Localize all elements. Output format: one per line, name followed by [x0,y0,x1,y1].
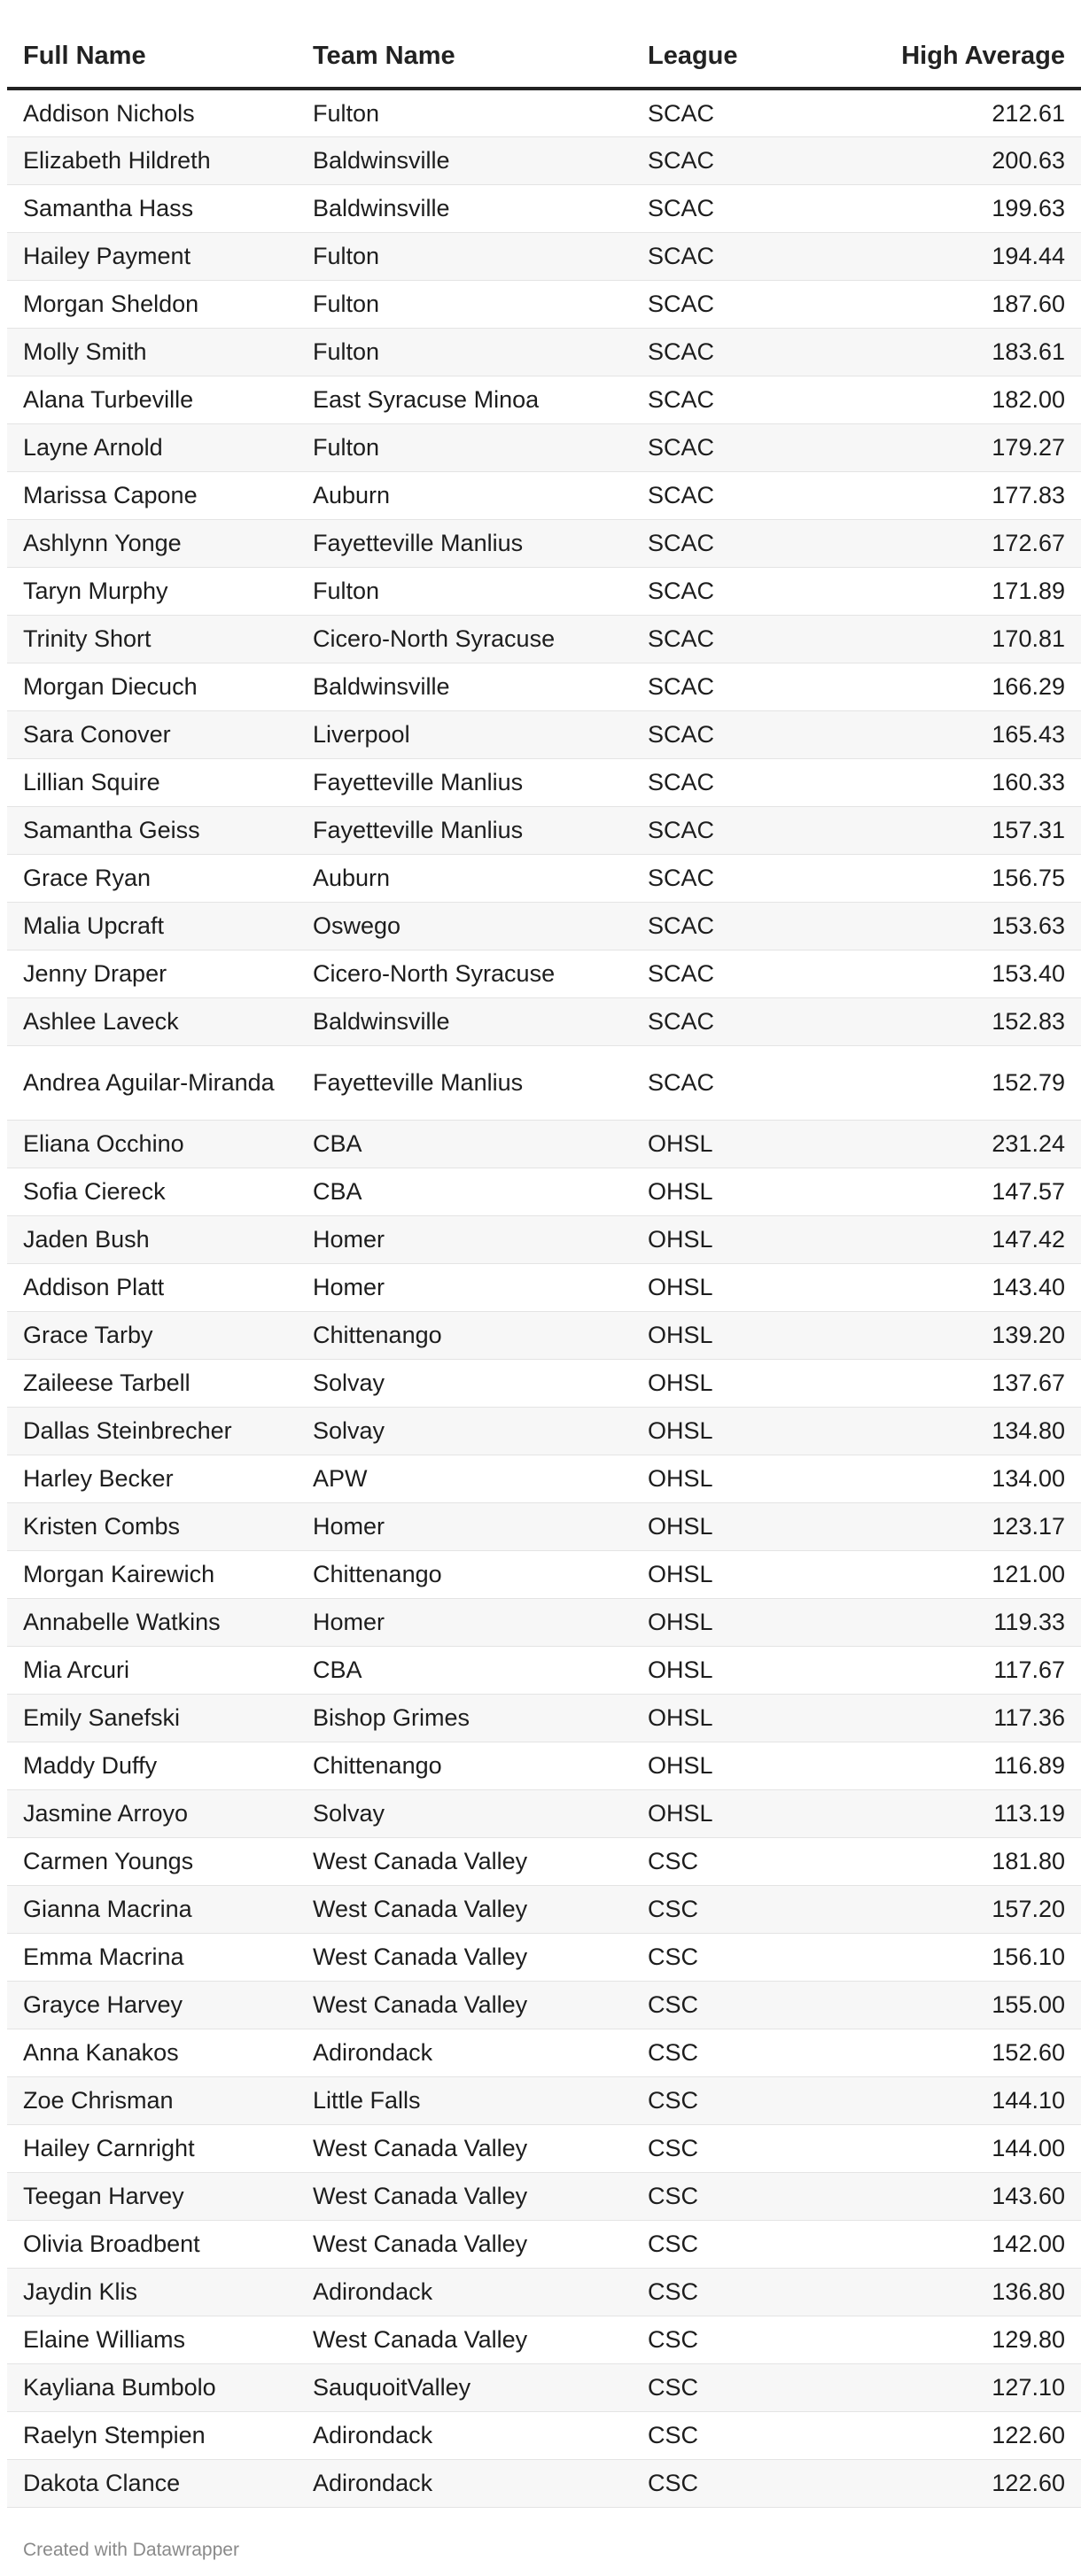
cell-team-name: Fayetteville Manlius [297,519,632,567]
cell-full-name: Zaileese Tarbell [7,1359,297,1407]
cell-high-average: 117.67 [836,1646,1081,1694]
table-header [7,0,1081,89]
cell-team-name: West Canada Valley [297,2172,632,2220]
cell-league: SCAC [632,950,836,997]
table-row [7,1933,1081,1981]
cell-high-average: 152.83 [836,997,1081,1045]
cell-team-name: Fulton [297,567,632,615]
cell-full-name: Marissa Capone [7,471,297,519]
cell-high-average: 143.40 [836,1263,1081,1311]
cell-league: SCAC [632,854,836,902]
table-row [7,471,1081,519]
cell-league: OHSL [632,1789,836,1837]
datawrapper-credit[interactable]: Created with Datawrapper [23,2539,239,2560]
cell-team-name: Cicero-North Syracuse [297,950,632,997]
cell-high-average: 153.63 [836,902,1081,950]
table-row [7,663,1081,710]
table-row [7,184,1081,232]
table-row [7,1981,1081,2029]
cell-high-average: 122.60 [836,2459,1081,2507]
cell-team-name: West Canada Valley [297,2220,632,2268]
table-row [7,1694,1081,1742]
cell-league: OHSL [632,1311,836,1359]
cell-league: OHSL [632,1263,836,1311]
cell-high-average: 152.60 [836,2029,1081,2076]
cell-high-average: 134.80 [836,1407,1081,1455]
cell-full-name: Dakota Clance [7,2459,297,2507]
cell-full-name: Elizabeth Hildreth [7,136,297,184]
cell-team-name: Baldwinsville [297,663,632,710]
cell-team-name: Homer [297,1215,632,1263]
table-row [7,1550,1081,1598]
cell-team-name: Fulton [297,89,632,136]
cell-league: OHSL [632,1742,836,1789]
table-row [7,2172,1081,2220]
cell-league: CSC [632,2268,836,2316]
cell-league: SCAC [632,232,836,280]
cell-team-name: Chittenango [297,1311,632,1359]
table-row [7,710,1081,758]
cell-league: SCAC [632,471,836,519]
cell-league: CSC [632,2172,836,2220]
cell-league: OHSL [632,1359,836,1407]
cell-league: SCAC [632,328,836,376]
cell-high-average: 200.63 [836,136,1081,184]
table-row [7,1215,1081,1263]
table-row [7,1742,1081,1789]
cell-full-name: Morgan Sheldon [7,280,297,328]
cell-full-name: Addison Nichols [7,89,297,136]
cell-team-name: Little Falls [297,2076,632,2124]
cell-full-name: Harley Becker [7,1455,297,1502]
cell-full-name: Taryn Murphy [7,567,297,615]
cell-full-name: Alana Turbeville [7,376,297,423]
cell-league: CSC [632,1885,836,1933]
cell-full-name: Dallas Steinbrecher [7,1407,297,1455]
table-row [7,2411,1081,2459]
cell-high-average: 160.33 [836,758,1081,806]
cell-league: SCAC [632,663,836,710]
cell-high-average: 199.63 [836,184,1081,232]
table-row [7,232,1081,280]
cell-league: SCAC [632,758,836,806]
cell-team-name: Cicero-North Syracuse [297,615,632,663]
table-row [7,950,1081,997]
cell-full-name: Eliana Occhino [7,1120,297,1168]
cell-league: CSC [632,2363,836,2411]
cell-team-name: Adirondack [297,2029,632,2076]
cell-high-average: 181.80 [836,1837,1081,1885]
cell-high-average: 136.80 [836,2268,1081,2316]
cell-team-name: Baldwinsville [297,997,632,1045]
cell-high-average: 139.20 [836,1311,1081,1359]
cell-league: SCAC [632,567,836,615]
cell-team-name: Solvay [297,1407,632,1455]
table-row [7,280,1081,328]
cell-high-average: 170.81 [836,615,1081,663]
column-header-league[interactable]: League [632,0,836,89]
table-row [7,806,1081,854]
cell-league: OHSL [632,1407,836,1455]
cell-full-name: Zoe Chrisman [7,2076,297,2124]
cell-full-name: Andrea Aguilar-Miranda [7,1045,297,1120]
cell-team-name: Oswego [297,902,632,950]
table-row [7,2363,1081,2411]
cell-league: OHSL [632,1550,836,1598]
table-row [7,2220,1081,2268]
cell-team-name: Solvay [297,1359,632,1407]
cell-high-average: 165.43 [836,710,1081,758]
cell-full-name: Kayliana Bumbolo [7,2363,297,2411]
cell-team-name: Auburn [297,854,632,902]
table-row [7,519,1081,567]
cell-full-name: Jaydin Klis [7,2268,297,2316]
column-header-full-name[interactable]: Full Name [7,0,297,89]
cell-team-name: West Canada Valley [297,1981,632,2029]
cell-team-name: Adirondack [297,2411,632,2459]
cell-full-name: Gianna Macrina [7,1885,297,1933]
cell-full-name: Grayce Harvey [7,1981,297,2029]
cell-full-name: Samantha Hass [7,184,297,232]
cell-full-name: Ashlee Laveck [7,997,297,1045]
cell-high-average: 153.40 [836,950,1081,997]
cell-team-name: Liverpool [297,710,632,758]
cell-league: SCAC [632,997,836,1045]
table-row [7,2124,1081,2172]
cell-high-average: 194.44 [836,232,1081,280]
cell-league: SCAC [632,376,836,423]
cell-league: SCAC [632,902,836,950]
datawrapper-table-container [7,0,1081,2561]
cell-team-name: Auburn [297,471,632,519]
cell-league: OHSL [632,1215,836,1263]
cell-league: CSC [632,2220,836,2268]
cell-full-name: Sara Conover [7,710,297,758]
cell-high-average: 157.20 [836,1885,1081,1933]
table-row [7,89,1081,136]
table-row [7,758,1081,806]
cell-team-name: Fulton [297,280,632,328]
cell-team-name: West Canada Valley [297,1933,632,1981]
cell-team-name: Chittenango [297,1550,632,1598]
table-row [7,376,1081,423]
cell-team-name: Fayetteville Manlius [297,1045,632,1120]
cell-high-average: 177.83 [836,471,1081,519]
cell-team-name: Fayetteville Manlius [297,758,632,806]
cell-high-average: 144.00 [836,2124,1081,2172]
cell-high-average: 121.00 [836,1550,1081,1598]
cell-high-average: 134.00 [836,1455,1081,1502]
table-row [7,1789,1081,1837]
cell-high-average: 156.75 [836,854,1081,902]
cell-full-name: Malia Upcraft [7,902,297,950]
cell-league: SCAC [632,710,836,758]
table-row [7,854,1081,902]
cell-high-average: 122.60 [836,2411,1081,2459]
cell-league: OHSL [632,1502,836,1550]
cell-team-name: West Canada Valley [297,1837,632,1885]
cell-high-average: 119.33 [836,1598,1081,1646]
cell-high-average: 143.60 [836,2172,1081,2220]
cell-high-average: 183.61 [836,328,1081,376]
cell-high-average: 166.29 [836,663,1081,710]
cell-team-name: Adirondack [297,2268,632,2316]
cell-full-name: Olivia Broadbent [7,2220,297,2268]
table-row [7,1455,1081,1502]
cell-full-name: Hailey Payment [7,232,297,280]
cell-team-name: Chittenango [297,1742,632,1789]
cell-full-name: Molly Smith [7,328,297,376]
cell-team-name: Solvay [297,1789,632,1837]
cell-team-name: Homer [297,1263,632,1311]
cell-league: CSC [632,2124,836,2172]
cell-high-average: 137.67 [836,1359,1081,1407]
table-row [7,1120,1081,1168]
cell-full-name: Annabelle Watkins [7,1598,297,1646]
cell-league: CSC [632,1837,836,1885]
table-row [7,1168,1081,1215]
cell-team-name: West Canada Valley [297,2124,632,2172]
cell-high-average: 147.57 [836,1168,1081,1215]
table-row [7,567,1081,615]
table-row [7,1045,1081,1120]
table-row [7,1837,1081,1885]
table-row [7,997,1081,1045]
cell-league: OHSL [632,1598,836,1646]
cell-high-average: 156.10 [836,1933,1081,1981]
cell-high-average: 147.42 [836,1215,1081,1263]
cell-league: SCAC [632,280,836,328]
cell-full-name: Grace Ryan [7,854,297,902]
cell-team-name: Fulton [297,423,632,471]
cell-league: CSC [632,2076,836,2124]
cell-team-name: CBA [297,1120,632,1168]
cell-high-average: 123.17 [836,1502,1081,1550]
cell-high-average: 212.61 [836,89,1081,136]
cell-high-average: 182.00 [836,376,1081,423]
cell-high-average: 152.79 [836,1045,1081,1120]
cell-full-name: Samantha Geiss [7,806,297,854]
cell-league: CSC [632,2316,836,2363]
cell-league: SCAC [632,806,836,854]
cell-high-average: 171.89 [836,567,1081,615]
bowling-averages-table [7,0,1081,2508]
cell-team-name: Baldwinsville [297,136,632,184]
cell-high-average: 116.89 [836,1742,1081,1789]
cell-league: CSC [632,1981,836,2029]
table-row [7,2076,1081,2124]
cell-high-average: 117.36 [836,1694,1081,1742]
cell-team-name: Fayetteville Manlius [297,806,632,854]
table-row [7,902,1081,950]
cell-full-name: Anna Kanakos [7,2029,297,2076]
cell-high-average: 127.10 [836,2363,1081,2411]
header-row [7,0,1081,89]
cell-full-name: Emily Sanefski [7,1694,297,1742]
cell-full-name: Elaine Williams [7,2316,297,2363]
table-row [7,1646,1081,1694]
cell-high-average: 157.31 [836,806,1081,854]
column-header-high-average[interactable]: High Average [836,0,1081,89]
cell-team-name: CBA [297,1168,632,1215]
cell-league: OHSL [632,1694,836,1742]
table-row [7,2459,1081,2507]
cell-high-average: 142.00 [836,2220,1081,2268]
cell-league: CSC [632,2411,836,2459]
cell-league: SCAC [632,519,836,567]
cell-team-name: Homer [297,1598,632,1646]
cell-high-average: 155.00 [836,1981,1081,2029]
cell-high-average: 187.60 [836,280,1081,328]
cell-full-name: Morgan Kairewich [7,1550,297,1598]
cell-team-name: West Canada Valley [297,2316,632,2363]
cell-league: OHSL [632,1455,836,1502]
cell-full-name: Raelyn Stempien [7,2411,297,2459]
cell-league: OHSL [632,1646,836,1694]
cell-full-name: Sofia Ciereck [7,1168,297,1215]
cell-team-name: Baldwinsville [297,184,632,232]
cell-full-name: Hailey Carnright [7,2124,297,2172]
table-row [7,1885,1081,1933]
cell-high-average: 231.24 [836,1120,1081,1168]
cell-league: SCAC [632,615,836,663]
table-row [7,1598,1081,1646]
table-row [7,2268,1081,2316]
cell-full-name: Addison Platt [7,1263,297,1311]
cell-full-name: Emma Macrina [7,1933,297,1981]
cell-league: CSC [632,2459,836,2507]
cell-team-name: East Syracuse Minoa [297,376,632,423]
cell-high-average: 172.67 [836,519,1081,567]
cell-league: SCAC [632,423,836,471]
cell-full-name: Maddy Duffy [7,1742,297,1789]
cell-full-name: Kristen Combs [7,1502,297,1550]
cell-team-name: APW [297,1455,632,1502]
cell-full-name: Jenny Draper [7,950,297,997]
table-row [7,1502,1081,1550]
cell-league: SCAC [632,1045,836,1120]
table-row [7,136,1081,184]
cell-league: SCAC [632,136,836,184]
cell-high-average: 129.80 [836,2316,1081,2363]
cell-full-name: Jaden Bush [7,1215,297,1263]
cell-league: OHSL [632,1168,836,1215]
cell-team-name: West Canada Valley [297,1885,632,1933]
cell-high-average: 144.10 [836,2076,1081,2124]
cell-league: OHSL [632,1120,836,1168]
table-row [7,423,1081,471]
cell-team-name: CBA [297,1646,632,1694]
cell-league: CSC [632,2029,836,2076]
cell-league: SCAC [632,89,836,136]
cell-full-name: Teegan Harvey [7,2172,297,2220]
table-row [7,2316,1081,2363]
column-header-team-name[interactable]: Team Name [297,0,632,89]
cell-full-name: Mia Arcuri [7,1646,297,1694]
cell-high-average: 179.27 [836,423,1081,471]
table-row [7,2029,1081,2076]
cell-league: SCAC [632,184,836,232]
cell-team-name: Bishop Grimes [297,1694,632,1742]
cell-league: CSC [632,1933,836,1981]
cell-team-name: Fulton [297,328,632,376]
cell-full-name: Trinity Short [7,615,297,663]
cell-full-name: Carmen Youngs [7,1837,297,1885]
table-row [7,328,1081,376]
table-row [7,1311,1081,1359]
cell-full-name: Jasmine Arroyo [7,1789,297,1837]
cell-full-name: Ashlynn Yonge [7,519,297,567]
cell-team-name: Homer [297,1502,632,1550]
cell-full-name: Lillian Squire [7,758,297,806]
cell-high-average: 113.19 [836,1789,1081,1837]
cell-full-name: Morgan Diecuch [7,663,297,710]
table-body [7,89,1081,2507]
table-row [7,1359,1081,1407]
cell-full-name: Layne Arnold [7,423,297,471]
table-row [7,615,1081,663]
table-row [7,1407,1081,1455]
cell-full-name: Grace Tarby [7,1311,297,1359]
cell-team-name: Adirondack [297,2459,632,2507]
cell-team-name: Fulton [297,232,632,280]
table-row [7,1263,1081,1311]
cell-team-name: SauquoitValley [297,2363,632,2411]
